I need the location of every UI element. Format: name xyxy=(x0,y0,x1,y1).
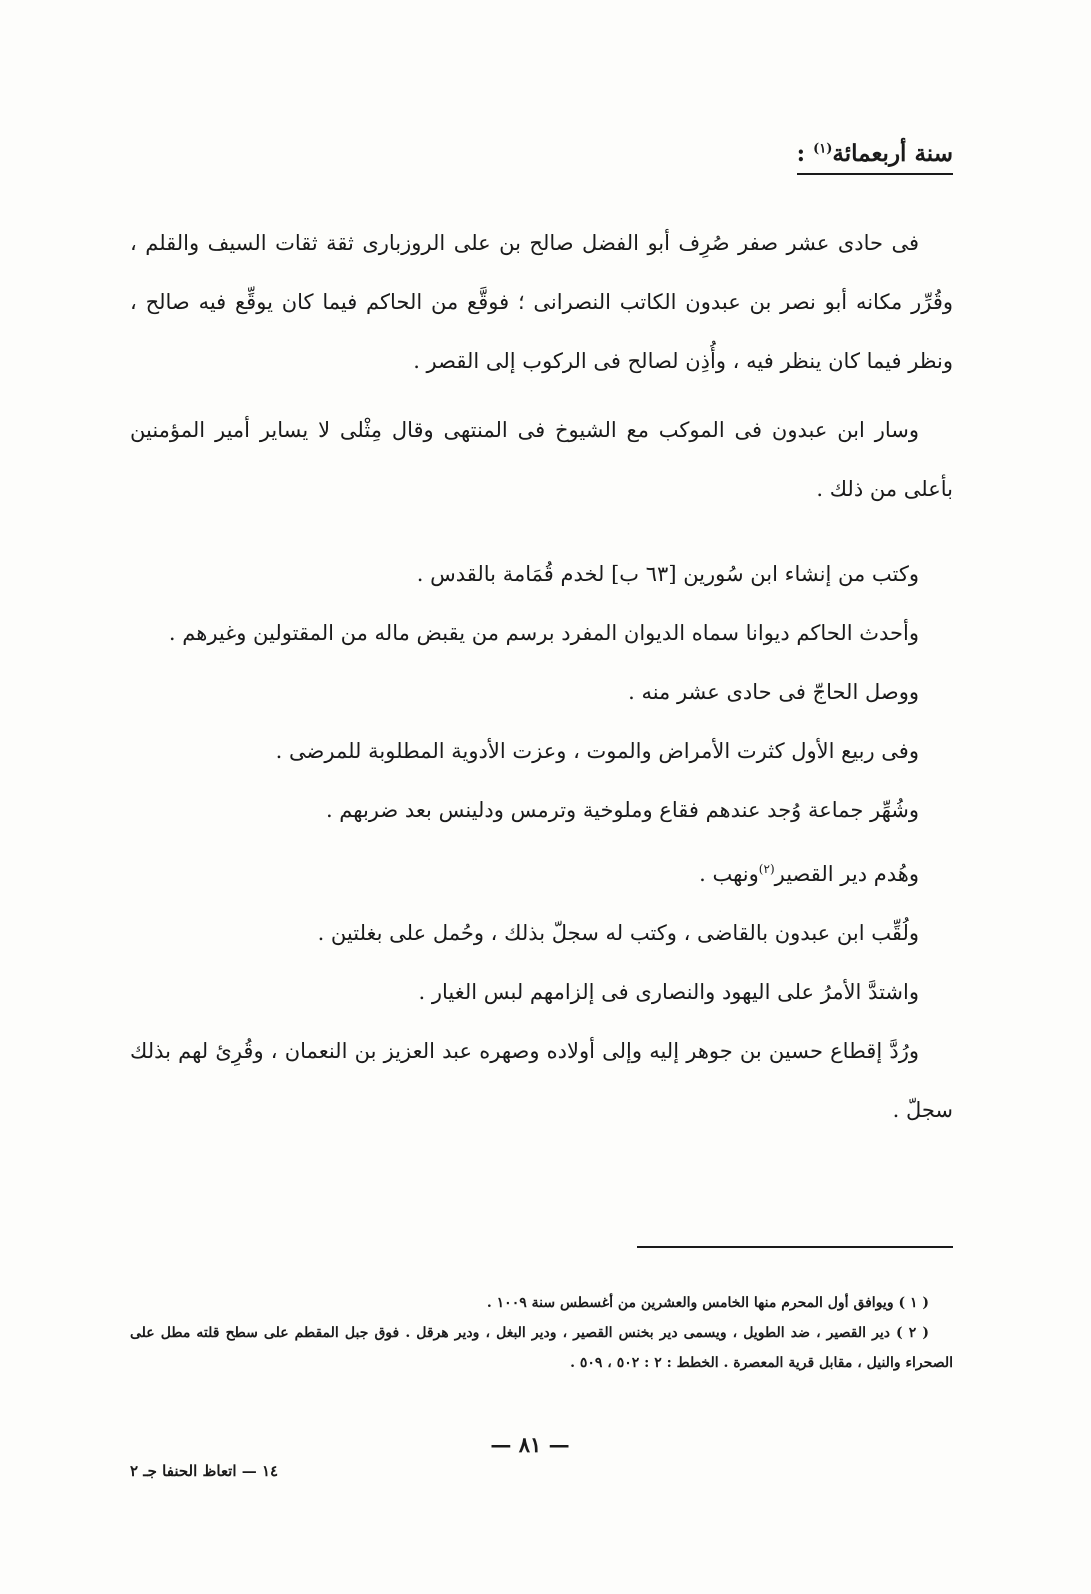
footnote-divider xyxy=(637,1246,953,1248)
paragraph-iqta: ورُدَّ إقطاع حسين بن جوهر إليه وإلى أولاده وصهره عبد العزيز بن النعمان ، وقُرِئ لهم بذلك سجلّ . xyxy=(130,1039,953,1122)
paragraph-pilgrims: ووصل الحاجّ فى حادى عشر منه . xyxy=(628,680,919,704)
year-heading-text: سنة أربعمائة xyxy=(832,140,953,167)
monastery-text-end: ونهب . xyxy=(699,862,759,886)
footnotes xyxy=(130,1288,953,1378)
page-number: — ٨١ — xyxy=(490,1432,570,1457)
paragraph-procession: وسار ابن عبدون فى الموكب مع الشيوخ فى المنتهى وقال مِثْلى لا يساير أمير المؤمنين بأعلى من ذلك . xyxy=(130,418,953,501)
paragraph-title-judge: ولُقِّب ابن عبدون بالقاضى ، وكتب له سجلّ بذلك ، وحُمل على بغلتين . xyxy=(317,921,919,945)
paragraph-monastery xyxy=(130,840,953,904)
year-heading xyxy=(797,140,953,175)
paragraph-diseases: وفى ربيع الأول كثرت الأمراض والموت ، وعزت الأدوية المطلوبة للمرضى . xyxy=(275,739,919,763)
footnote-1: ( ١ ) ويوافق أول المحرم منها الخامس والعشرين من أغسطس سنة ١٠٠٩ . xyxy=(486,1295,929,1311)
paragraph-punishment: وشُهِّر جماعة وُجد عندهم فقاع وملوخية وترمس ودلينس بعد ضربهم . xyxy=(325,798,919,822)
footnote-2: ( ٢ ) دير القصير ، ضد الطويل ، ويسمى دير بخنس القصير ، ودير البغل ، ودير هرقل . فوق جبل المقطم على سطح قلته مطل على الصحراء والنيل ، مقابل قرية المعصرة . الخطط : ٢ : ٥٠٢ ، ٥٠٩ . xyxy=(130,1325,953,1371)
paragraph-letter: وكتب من إنشاء ابن سُورين [٦٣ ب] لخدم قُمَامة بالقدس . xyxy=(416,562,919,586)
monastery-text: وهُدم دير القصير xyxy=(774,862,919,886)
year-heading-colon: : xyxy=(796,140,814,167)
footnote-ref-2: (٢) xyxy=(758,862,775,876)
printer-signature: ١٤ — اتعاظ الحنفا جـ ٢ xyxy=(130,1462,279,1480)
paragraph-diwan: وأحدث الحاكم ديوانا سماه الديوان المفرد برسم من يقبض ماله من المقتولين وغيرهم . xyxy=(168,621,919,645)
footnote-ref-1: (١) xyxy=(813,141,833,157)
paragraph-dismissal: فى حادى عشر صفر صُرِف أبو الفضل صالح بن على الروزبارى ثقة ثقات السيف والقلم ، وقُرِّر مكانه أبو نصر بن عبدون الكاتب النصرانى ؛ فوقَّع من الحاكم فيما كان يوقِّع فيه صالح ، ونظر فيما كان ينظر فيه ، وأُذِن لصالح فى الركوب إلى القصر . xyxy=(130,231,953,373)
main-text xyxy=(130,214,953,1140)
paragraph-ghiyar: واشتدَّ الأمرُ على اليهود والنصارى فى إلزامهم لبس الغيار . xyxy=(418,980,919,1004)
